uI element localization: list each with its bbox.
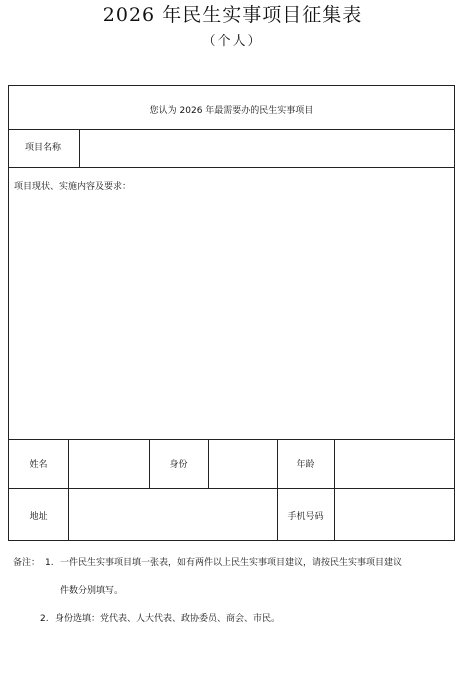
row-divider [9,488,454,489]
project-status-field[interactable] [14,198,448,434]
age-field[interactable] [339,459,449,473]
identity-label: 身份 [169,460,188,470]
notes-label: 备注： [13,558,41,568]
note-1-number: 1. [45,558,54,568]
note-1-text: 一件民生实事项目填一张表，如有两件以上民生实事项目建议，请按民生实事项目建议 [60,558,403,568]
form-title: 2026 年民生实事项目征集表 [102,4,363,26]
project-name-field[interactable] [85,142,445,156]
phone-field[interactable] [339,511,449,525]
name-field[interactable] [73,459,145,473]
address-label: 地址 [29,512,48,522]
identity-field[interactable] [213,459,273,473]
address-field[interactable] [73,511,273,525]
project-status-label: 项目现状、实施内容及要求： [14,182,132,192]
note-2-number: 2. [40,614,49,624]
age-label: 年龄 [296,460,315,470]
row-divider [9,167,454,168]
column-divider [68,439,69,541]
note-1-continuation: 件数分别填写。 [60,586,124,596]
form-subtitle: （个人） [202,34,263,49]
row-divider [9,129,454,130]
note-2-text: 身份选填：党代表、人大代表、政协委员、商会、市民。 [55,614,281,624]
phone-label: 手机号码 [287,512,324,522]
column-divider [277,439,278,541]
column-divider [334,439,335,541]
project-name-label: 项目名称 [25,143,62,153]
form-heading: 您认为 2026 年最需要办的民生实事项目 [149,106,314,116]
column-divider [79,129,80,167]
name-label: 姓名 [29,460,48,470]
column-divider [208,439,209,488]
collection-form-table [8,85,455,541]
row-divider [9,439,454,440]
